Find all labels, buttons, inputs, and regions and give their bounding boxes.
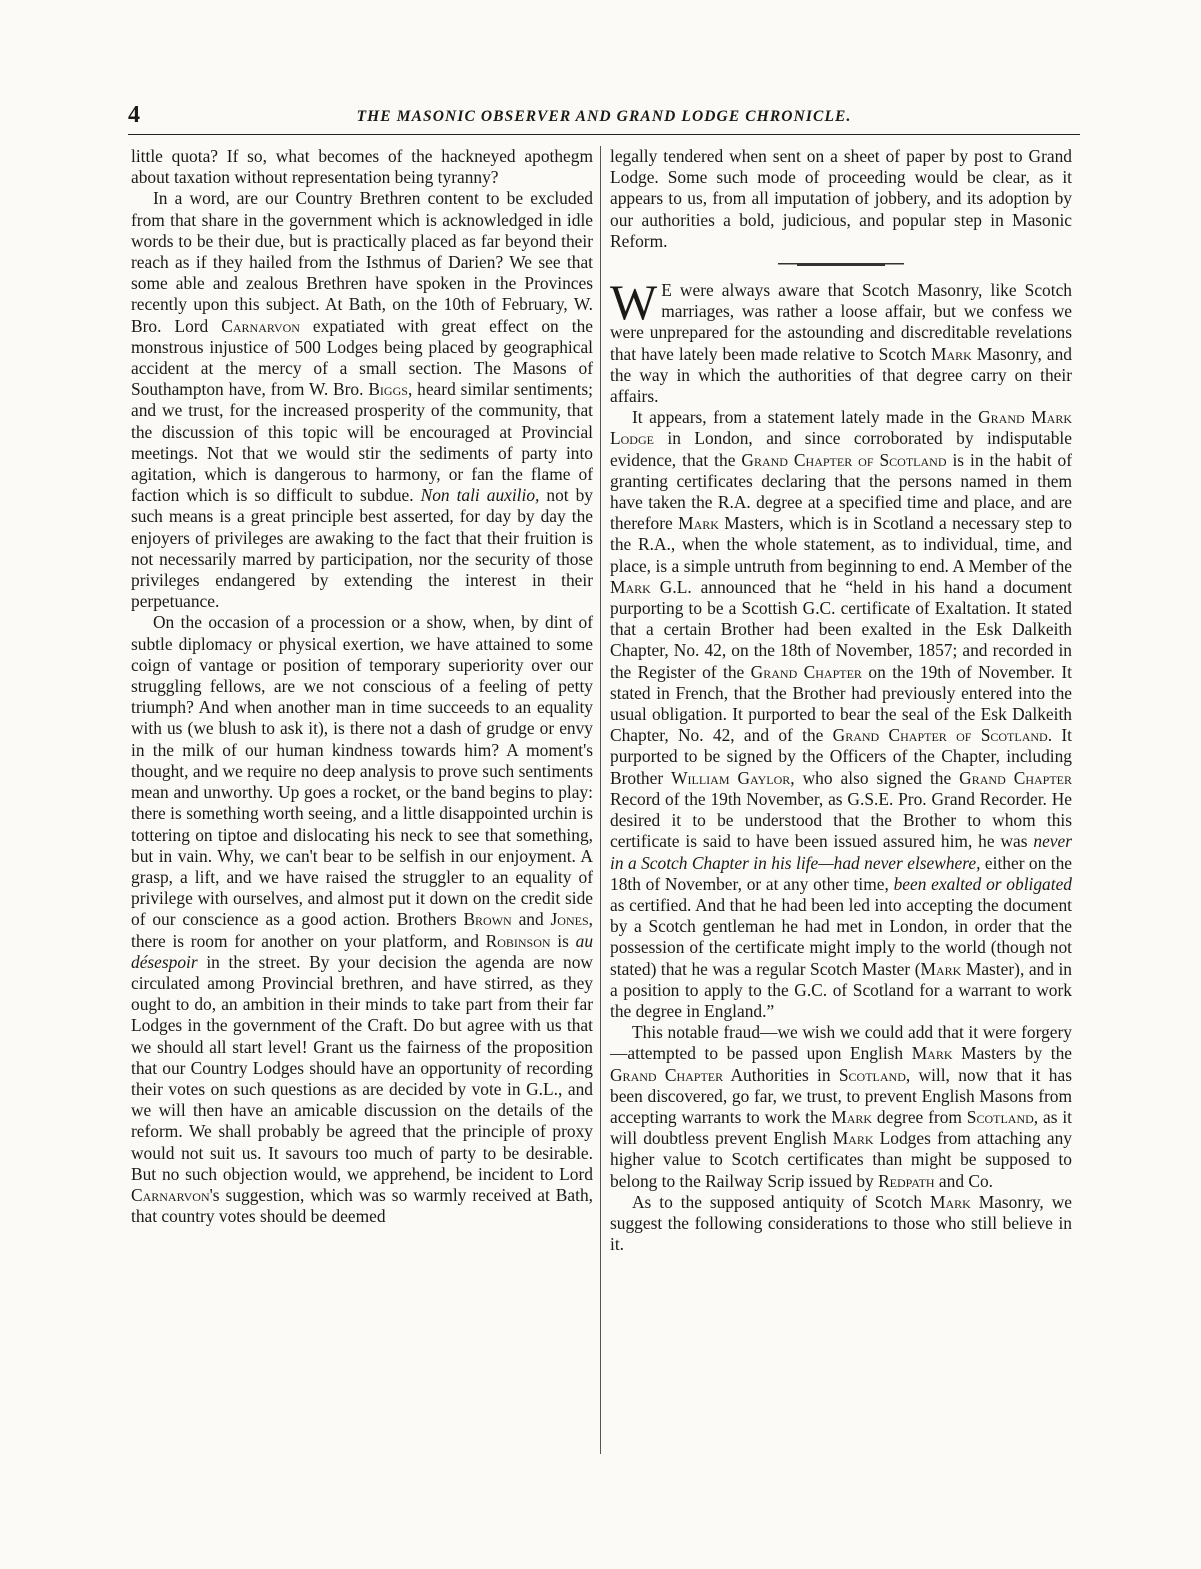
right-column: [610, 146, 1072, 1436]
page-header: [128, 102, 1080, 135]
column-rule: [600, 146, 601, 1454]
name-carnarvon: Carnarvon: [131, 1184, 210, 1205]
paragraph: In a word, are our Country Brethren content to be excluded from that share in the government which is acknowledged in idle words to be their due, but is practically placed as far beyond their reach as if they hailed from the Isthmus of Darien? We see that some able and zealous Brethren have spoken in the Provinces recently upon this subject. At Bath, on the 10th of February, W. Bro. Lord Carnarvon expatiated with great effect on the monstrous injustice of 500 Lodges being placed by geographical accident at the mercy of a small section. The Masons of Southampton have, from W. Bro. Biggs, heard similar sentiments; and we trust, for the increased prosperity of the community, that the discussion of this topic will be encouraged at Provincial meetings. Not that we would stir the sediments of party into agitation, which is dangerous to harmony, or fan the flame of faction which is so difficult to subdue. Non tali auxilio, not by such means is a great principle best asserted, for day by day the enjoyers of privileges are awaking to the fact that their fruition is not necessarily marred by participation, nor the security of those privileges endangered by extending the interest in their perpetuance.: [131, 188, 593, 612]
paragraph: legally tendered when sent on a sheet of paper by post to Grand Lodge. Some such mode of proceeding would be clear, as it appears to us, from all imputation of jobbery, and its adoption by our authorities a bold, judicious, and popular step in Masonic Reform.: [610, 146, 1072, 251]
name-robinson: Robinson: [485, 930, 551, 951]
latin-phrase: Non tali auxilio,: [420, 485, 540, 506]
name-gaylor: William Gaylor: [671, 767, 791, 788]
running-title: THE MASONIC OBSERVER AND GRAND LODGE CHRONICLE.: [356, 108, 852, 125]
page-number: 4: [128, 102, 140, 128]
paragraph: As to the supposed antiquity of Scotch Mark Masonry, we suggest the following considerations to those who still believe in it.: [610, 1191, 1072, 1255]
name-jones: Jones: [550, 909, 589, 930]
left-column: [131, 146, 593, 1436]
section-divider: [778, 262, 904, 266]
paragraph: little quota? If so, what becomes of the hackneyed apothegm about taxation without representation being tyranny?: [131, 146, 593, 188]
paragraph: This notable fraud—we wish we could add that it were forgery—attempted to be passed upon English Mark Masters by the Grand Chapter Authorities in Scotland, will, now that it has been discovered, go far, we trust, to prevent English Masons from accepting warrants to work the Mark degree from Scotland, as it will doubtless prevent English Mark Lodges from attaching any higher value to Scotch certificates than might be supposed to belong to the Railway Scrip issued by Redpath and Co.: [610, 1022, 1072, 1191]
paragraph: It appears, from a statement lately made in the Grand Mark Lodge in London, and since corroborated by indisputable evidence, that the Grand Chapter of Scotland is in the habit of granting certificates declaring that the persons named in them have taken the R.A. degree at a specified time and place, and are therefore Mark Masters, which is in Scotland a necessary step to the R.A., when the whole statement, as to individual, time, and place, is a simple untruth from beginning to end. A Member of the Mark G.L. announced that he “held in his hand a document purporting to be a Scottish G.C. certificate of Exaltation. It stated that a certain Brother had been exalted in the Esk Dalkeith Chapter, No. 42, on the 18th of November, 1857; and recorded in the Register of the Grand Chapter on the 19th of November. It stated in French, that the Brother had previously entered into the usual obligation. It purported to bear the seal of the Esk Dalkeith Chapter, No. 42, and of the Grand Chapter of Scotland. It purported to be signed by the Officers of the Chapter, including Brother William Gaylor, who also signed the Grand Chapter Record of the 19th November, as G.S.E. Pro. Grand Recorder. He desired it to be understood that the Brother to whom this certificate is said to have been issued assured him, he was never in a Scotch Chapter in his life—had never elsewhere, either on the 18th of November, or at any other time, been exalted or obligated as certified. And that he had been led into accepting the document by a Scotch gentleman he had met in London, in order that the possession of the certificate might imply to the world (though not stated) that he was a regular Scotch Master (Mark Master), and in a position to apply to the G.C. of Scotland for a warrant to work the degree in England.”: [610, 407, 1072, 1021]
name-carnarvon: Carnarvon: [221, 315, 300, 336]
name-biggs: Biggs: [368, 379, 408, 400]
drop-cap: W: [610, 274, 658, 331]
paragraph: W E were always aware that Scotch Masonry, like Scotch marriages, was rather a loose affair, but we confess we were unprepared for the astounding and discreditable revelations that have lately been made relative to Scotch Mark Masonry, and the way in which the authorities of that degree carry on their affairs.: [610, 274, 1072, 407]
name-brown: Brown: [463, 909, 512, 930]
name-redpath: Redpath: [878, 1170, 935, 1191]
french-phrase: au désespoir: [131, 930, 593, 972]
paragraph: On the occasion of a procession or a show, when, by dint of subtle diplomacy or physical exertion, we have attained to some coign of vantage or position of temporary superiority over our struggling fellows, are we not conscious of a feeling of petty triumph? And when another man in time succeeds to an equality with us (we blush to ask it), is there not a dash of grudge or envy in the milk of our human kindness towards him? A moment's thought, and we require no deep analysis to prove such sentiments mean and unworthy. Up goes a rocket, or the band begins to play: there is something worth seeing, and a little disappointed urchin is tottering on tiptoe and dislocating his neck to see that something, but in vain. Why, we can't bear to be selfish in our enjoyment. A grasp, a lift, and we have raised the struggler to an equality of privilege with ourselves, and almost put it down on the credit side of our conscience as a good action. Brothers Brown and Jones, there is room for another on your platform, and Robinson is au désespoir in the street. By your decision the agenda are now circulated among Provincial brethren, and have stirred, as they ought to do, an ambition in their minds to take part from their far Lodges in the government of the Craft. Do but agree with us that we should all start level! Grant us the fairness of the proposition that our Country Lodges should have an opportunity of recording their votes on such questions as are decided by vote in G.L., and we will then have an amicable discussion on the details of the reform. We shall probably be agreed that the principle of proxy would not suit us. It savours too much of party to be desirable. But no such objection would, we apprehend, be incident to Lord Carnarvon's suggestion, which was so warmly received at Bath, that country votes should be deemed: [131, 612, 593, 1227]
